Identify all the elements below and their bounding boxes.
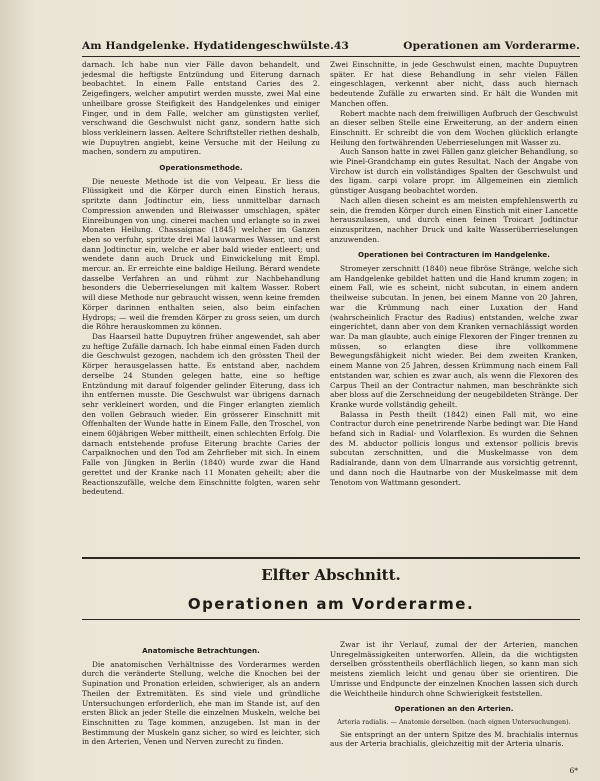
section-number-title: Elfter Abschnitt.: [261, 566, 401, 584]
bottom-right-text-column: [330, 640, 578, 749]
left-text-column: [82, 60, 320, 497]
sub-heading: Arteria radialis. — Anatomie derselben. (nach eignen Untersuchungen).: [337, 718, 571, 726]
section-divider-top: [82, 557, 580, 559]
paragraph: Zwei Einschnitte, in jede Geschwulst einen, machte Dupuytren später. Er hat diese Behandlung in sehr vielen Fällen eingeschlagen, verkennt aber nicht, dass auch hiernach bedeutende Zufälle zu erwarten sind. Er hält die Wunden mit Manchen offen.: [330, 60, 578, 108]
paragraph: Sie entspringt an der untern Spitze des M. brachialis internus aus der Arteria brachialis, gleichzeitig mit der Arteria ulnaris.: [330, 729, 578, 749]
paragraph: Das Haarseil hatte Dupuytren früher angewendet, sah aber zu heftige Zufälle darnach. Ich habe einmal einen Faden durch die Geschwulst gezogen, nachdem ich den grössten Theil der Körper herausgelassen hatte. Es entstand aber, nachdem derselbe 24 Stunden gelegen hatte, eine so heftige Entzündung mit darauf folgender gelinder Eiterung, dass ich ihn entfernen musste. Die Geschwulst war übrigens darnach sehr verkleinert worden, und die Finger erlangten ziemlich den vollen Gebrauch wieder. Ein grösserer Einschnitt mit Offenhalten der Wunde hatte in Einem Falle, den Troschel, von einem 60jährigen Weber mittheilt, einen schlechten Erfolg. Die darnach entstehende profuse Eiterung brachte Caries der Carpalknochen und den Tod am Zehrfieber mit sich. In einem Falle von Jüngken in Berlin (1840) wurde zwar die Hand gerettet und der Kranke nach 11 Monaten geheilt; aber die Reactionszufälle, welche dem Einschnitte folgten, waren sehr bedeutend.: [82, 331, 320, 497]
right-text-column: [330, 60, 578, 487]
paragraph: Robert machte nach dem freiwilligen Aufbruch der Geschwulst an dieser selben Stelle eine Erweiterung, an der andern einen Einschnitt. Er schreibt die von dem Wochen glücklich erlangte Heilung den fortwährenden Ueberrieselungen mit Wasser zu.: [330, 108, 578, 147]
page-number: 43: [334, 40, 350, 52]
header-right-title: Operationen am Vorderarme.: [403, 40, 580, 52]
section-heading: Operationen bei Contracturen im Handgelenke.: [358, 250, 550, 260]
section-divider-bottom: [82, 619, 580, 620]
paragraph: Die anatomischen Verhältnisse des Vorderarmes werden durch die veränderte Stellung, welche die Knochen bei der Supination und Pronation erleiden, schwieriger, als an andern Theilen der Extremitäten. Es sind viele und gründliche Untersuchungen erforderlich, ehe man im Stande ist, auf den ersten Blick an jeder Stelle die einzelnen Muskeln, welche bei Einschnitten zu Tage kommen, anzugeben. Ist man in der Bestimmung der Muskeln ganz sicher, so wird es leichter, sich in den Arterien, Venen und Nerven zurecht zu finden.: [82, 659, 320, 747]
header-left-title: Am Handgelenke. Hydatidengeschwülste.: [82, 40, 334, 52]
paragraph: darnach. Ich habe nun vier Fälle davon behandelt, und jedesmal die heftigste Entzündung und Eiterung darnach beobachtet. In einem Falle entstand Caries des 2. Zeigefingers, welcher amputirt werden musste, zwei Mal eine unheilbare grosse Steifigkeit des Handgelenkes und einiger Finger, und in dem Falle, welcher am günstigsten verlief, verschwand die Geschwulst nicht ganz, sondern hatte sich bloss verkleinern lassen. Aeltere Schriftsteller riethen deshalb, wie Dupuytren angiebt, keine Versuche mit der Heilung zu machen, sondern zu amputiren.: [82, 60, 320, 157]
section-heading: Operationsmethode.: [159, 163, 243, 173]
paragraph: Nach allen diesen scheint es am meisten empfehlenswerth zu sein, die fremden Körper durch einen Einstich mit einer Lancette herauszulassen, und durch einen feinen Troicart Jodtinctur einzuspritzen, nachher Druck und kalte Wasserüberrieselungen anzuwenden.: [330, 195, 578, 244]
paragraph: Die neueste Methode ist die von Velpeau. Er liess die Flüssigkeit und die Körper durch einen Einstich heraus, spritzte dann Jodtinctur ein, liess unmittelbar darnach Compression anwenden und Bleiwasser umschlagen, später Einreibungen von ung. cinerei machen und erlangte so in zwei Monaten Heilung. Chassaignac (1845) welcher im Ganzen eben so verfuhr, spritzte drei Mal lauwarmes Wasser, und erst dann Jodtinctur ein, welche er aber bald wieder entleert; und wendete dann auch Druck und Einwickelung mit Empl. mercur. an. Er erreichte eine baldige Heilung. Bérard wendete dasselbe Verfahren an und rühmt zur Nachbehandlung besonders die Ueberrieselungen mit kaltem Wasser. Robert will diese Methode nur gebraucht wissen, wenn keine fremden Körper darinnen enthalten seien, also beim einfachen Hydrops; — weil die fremden Körper zu gross seien, um durch die Röhre herauskommen zu können.: [82, 176, 320, 332]
paragraph: Balassa in Pesth theilt (1842) einen Fall mit, wo eine Contractur durch eine penetrirende Narbe bedingt war. Die Hand befand sich in Radial- und Volarflexion. Es wurden die Sehnen des M. abductor pollicis longus und extensor pollicis brevis subcutan zerschnitten, und die Muskelmasse von dem Radialrande, dann von dem Ulnarrande aus vorsichtig getrennt, und dann noch die Hautnarbe von der Muskelmasse mit dem Tenotom von Wattmann gesondert.: [330, 409, 578, 487]
paragraph: Auch Sanson hatte in zwei Fällen ganz gleicher Behandlung, so wie Pinel-Grandchamp ein gutes Resultat. Nach der Angabe von Virchow ist durch ein vollständiges Spalten der Geschwulst und des ligam. carpi volare propr. im Allgemeinen ein ziemlich günstiger Ausgang beobachtet worden.: [330, 147, 578, 196]
section-heading: Operationen an den Arterien.: [394, 704, 514, 714]
paragraph: Stromeyer zerschnitt (1840) neue fibröse Stränge, welche sich am Handgelenke gebildet hatten und die Hand krumm zogen; in einem Fall, wie es scheint, nicht subcutan, in einem andern theilweise subcutan. In jenen, bei einem Manne von 20 Jahren, war die Krümmung nach einer Luxation der Hand (wahrscheinlich Fractur des Radius) entstanden, welche zwar eingerichtet, dann aber von dem Kranken vernachlässigt worden war. Da man glaubte, auch einige Flexoren der Finger trennen zu müssen, so erlangten diese ihre vollkommene Bewegungsfähigkeit nicht wieder. Bei dem zweiten Kranken, einem Manne von 25 Jahren, dessen Krümmung nach einem Fall entstanden war, schien es zwar auch, als wenn die Flexoren des Carpus Theil an der Contractur nahmen, man beschränkte sich aber bloss auf die Zerschneidung der neugebildeten Stränge. Der Kranke wurde vollständig geheilt.: [330, 264, 578, 409]
running-header: [82, 38, 580, 57]
bottom-left-text-column: [82, 640, 320, 747]
signature-mark: 6*: [569, 766, 578, 775]
paragraph: Zwar ist ihr Verlauf, zumal der der Arterien, manchen Unregelmässigkeiten unterworfen. Allein, da die wichtigsten derselben grösstentheils oberflächlich liegen, so kann man sich meistens ziemlich leicht und genau über sie orientiren. Die Umrisse und Endpuncte der einzelnen Knochen lassen sich durch die Weichtheile hindurch ohne Schwierigkeit feststellen.: [330, 640, 578, 698]
section-heading: Anatomische Betrachtungen.: [142, 646, 260, 655]
section-title: Operationen am Vorderarme.: [187, 595, 475, 613]
